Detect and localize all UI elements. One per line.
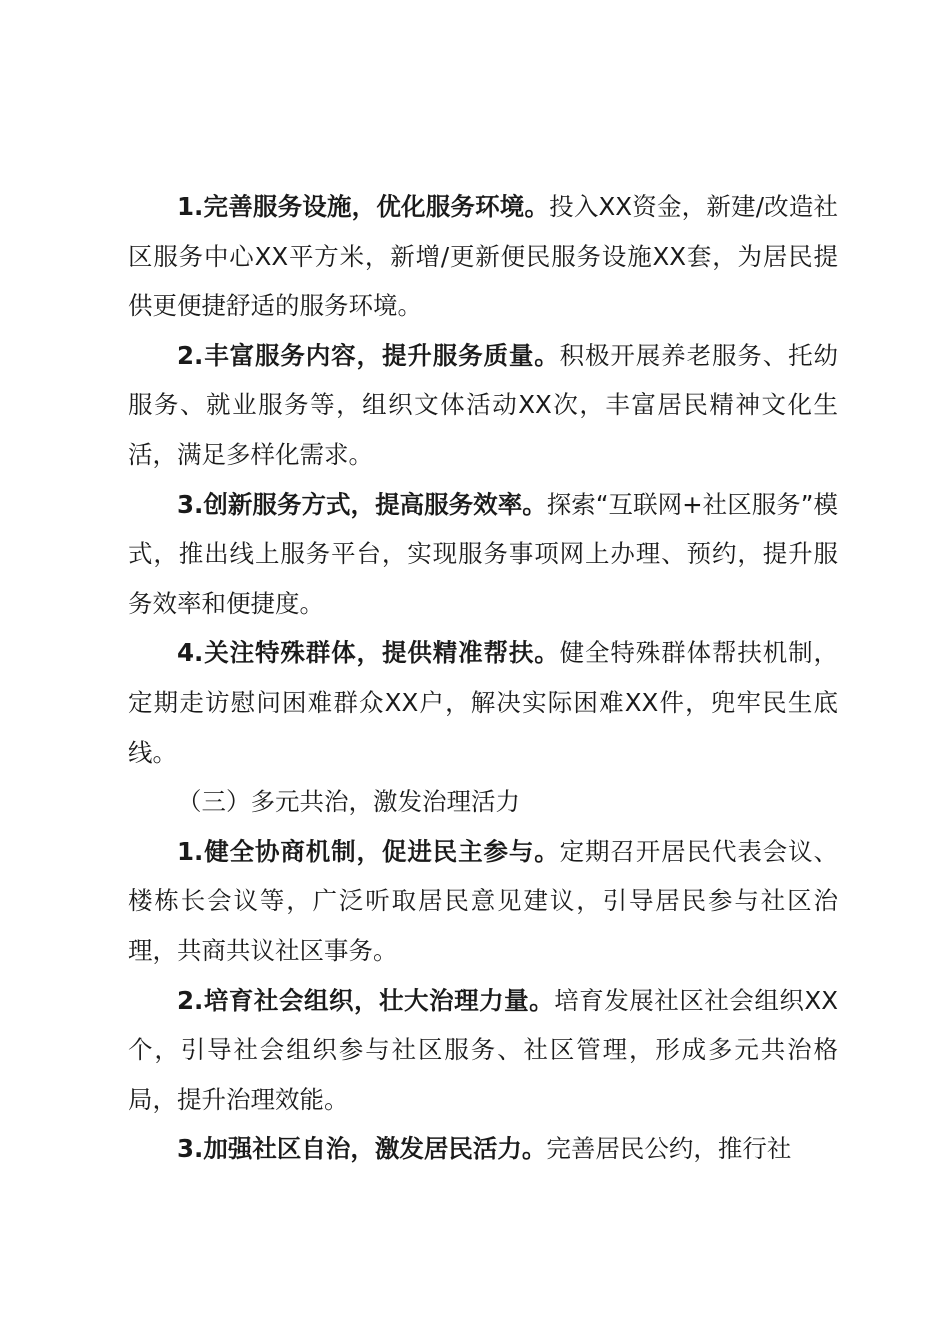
paragraph-body: 定期召开居民代表会议、楼栋长会议等，广泛听取居民意见建议，引导居民参与社区治理，共商共议社区事务。 — [128, 836, 838, 965]
paragraph-lead: 3.创新服务方式，提高服务效率。 — [177, 489, 547, 519]
paragraph-community-autonomy — [128, 1124, 838, 1174]
paragraph-lead: 1.健全协商机制，促进民主参与。 — [177, 836, 560, 866]
paragraph-body: 积极开展养老服务、托幼服务、就业服务等，组织文体活动XX次，丰富居民精神文化生活，满足多样化需求。 — [128, 340, 838, 469]
paragraph-body: 健全特殊群体帮扶机制，定期走访慰问困难群众XX户，解决实际困难XX件，兜牢民生底线。 — [128, 638, 838, 767]
paragraph-lead: 4.关注特殊群体，提供精准帮扶。 — [177, 638, 560, 668]
paragraph-body: 完善居民公约，推行社 — [546, 1134, 792, 1164]
paragraph-body: 培育发展社区社会组织XX个，引导社会组织参与社区服务、社区管理，形成多元共治格局，提升治理效能。 — [128, 985, 838, 1114]
paragraph-consultation-mechanism — [128, 827, 838, 976]
paragraph-lead: 3.加强社区自治，激发居民活力。 — [177, 1134, 547, 1164]
paragraph-lead: 2.丰富服务内容，提升服务质量。 — [177, 340, 560, 370]
paragraph-service-facilities — [128, 182, 838, 331]
paragraph-body: 投入XX资金，新建/改造社区服务中心XX平方米，新增/更新便民服务设施XX套，为居民提供更便捷舒适的服务环境。 — [128, 192, 838, 321]
paragraph-service-content — [128, 331, 838, 480]
paragraph-special-groups — [128, 628, 838, 777]
paragraph-service-method — [128, 480, 838, 629]
paragraph-lead: 2.培育社会组织，壮大治理力量。 — [177, 985, 555, 1015]
document-page — [128, 182, 838, 1174]
paragraph-lead: 1.完善服务设施，优化服务环境。 — [177, 192, 550, 221]
paragraph-social-organizations — [128, 976, 838, 1125]
paragraph-body: 探索“互联网+社区服务”模式，推出线上服务平台，实现服务事项网上办理、预约，提升服务效率和便捷度。 — [128, 489, 838, 618]
section-heading: （三）多元共治，激发治理活力 — [177, 787, 520, 817]
